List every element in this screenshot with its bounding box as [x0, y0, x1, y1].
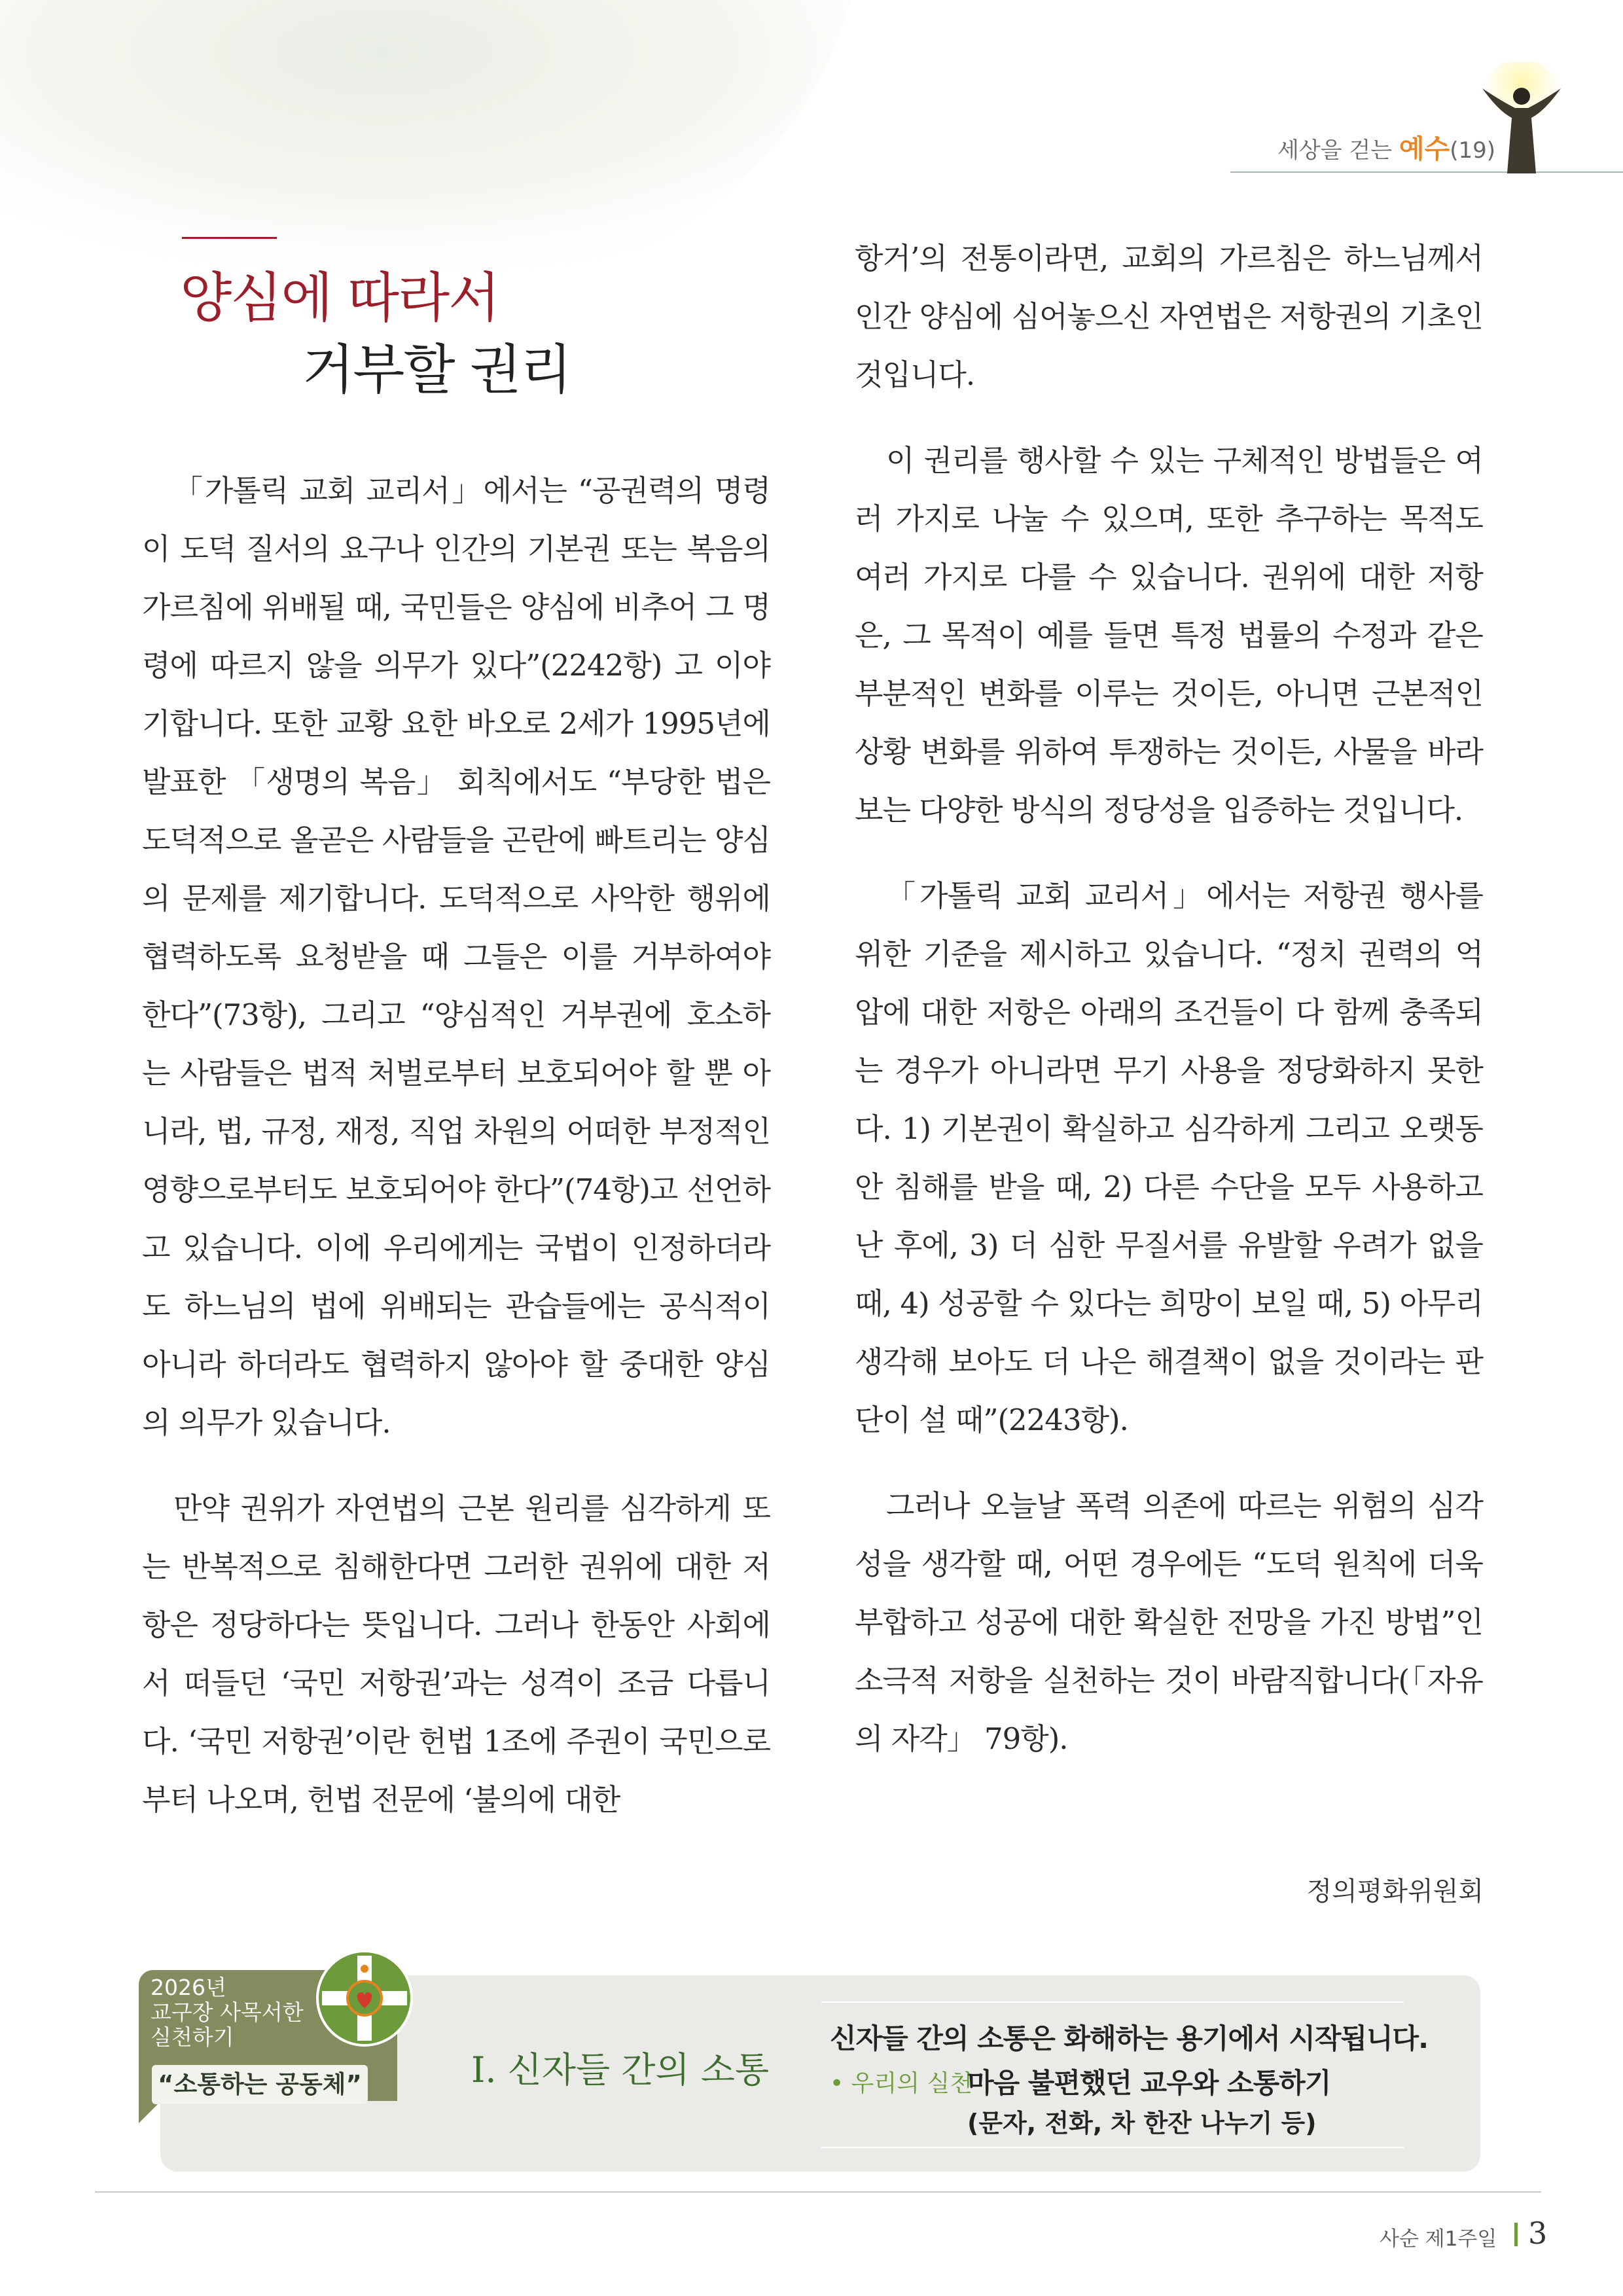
campaign-line1: 신자들 간의 소통은 화해하는 용기에서 시작됩니다. — [830, 2022, 1429, 2054]
campaign-subtitle2: 실천하기 — [151, 2024, 234, 2050]
title-line1: 양심에 따라서 — [180, 267, 499, 329]
signature: 정의평화위원회 — [1306, 1876, 1484, 1907]
campaign-line2: 마음 불편했던 교우와 소통하기 — [967, 2067, 1331, 2099]
series-prefix: 세상을 걷는 — [1277, 137, 1393, 164]
paragraph: 「가톨릭 교회 교리서」에서는 “공권력의 명령이 도덕 질서의 요구나 인간의 기본권 또는 복음의 가르침에 위배될 때, 국민들은 양심에 비추어 그 명령에 따르지 않을 의무가 있다”(2242항) 고 이야기합니다. 또한 교황 요한 바오로 2세가 1995년에 발표한 「생명의 복음」 회칙에서도 “부당한 법은 도덕적으로 올곧은 사람들을 곤란에 빠트리는 양심의 문제를 제기합니다. 도덕적으로 사악한 행위에 협력하도록 요청받을 때 그들은 이를 거부하여야 한다”(73항), 그리고 “양심적인 거부권에 호소하는 사람들은 법적 처벌로부터 보호되어야 할 뿐 아니라, 법, 규정, 재정, 직업 차원의 어떠한 부정적인 영향으로부터도 보호되어야 한다”(74항)고 선언하고 있습니다. 이에 우리에게는 국법이 인정하더라도 하느님의 법에 위배되는 관습들에는 공식적이 아니라 하더라도 협력하지 않아야 할 중대한 양심의 의무가 있습니다. — [142, 473, 770, 1440]
title-line2: 거부할 권리 — [302, 339, 571, 401]
campaign-subtitle: 교구장 사목서한 — [151, 2000, 304, 2025]
paragraph: 그러나 오늘날 폭력 의존에 따르는 위험의 심각성을 생각할 때, 어떤 경우에든 “도덕 원칙에 더욱 부합하고 성공에 대한 확실한 전망을 가진 방법”인 소극적 저항을 실천하는 것이 바람직합니다(「자유의 자각」 79항). — [855, 1488, 1483, 1756]
campaign-heading: I. 신자들 간의 소통 — [471, 2049, 770, 2090]
campaign-divider — [821, 2001, 1404, 2003]
campaign-line3: (문자, 전화, 차 한잔 나누기 등) — [967, 2109, 1317, 2138]
series-highlight: 예수 — [1399, 134, 1450, 164]
series-title — [1277, 128, 1495, 166]
footer-rule — [95, 2191, 1541, 2193]
paragraph: 항거’의 전통이라면, 교회의 가르침은 하느님께서 인간 양심에 심어놓으신 자연법은 저항권의 기초인 것입니다. — [855, 241, 1483, 392]
campaign-bullet-label: • 우리의 실천 — [830, 2070, 973, 2097]
paragraph: 만약 권위가 자연법의 근본 원리를 심각하게 또는 반복적으로 침해한다면 그러한 권위에 대한 저항은 정당하다는 뜻입니다. 그러나 한동안 사회에서 떠들던 ‘국민 저항권’과는 성격이 조금 다릅니다. ‘국민 저항권’이란 헌법 1조에 주권이 국민으로부터 나오며, 헌법 전문에 ‘불의에 대한 — [142, 1491, 770, 1817]
diocese-emblem-icon — [315, 1949, 414, 2047]
series-number: (19) — [1450, 137, 1495, 164]
footer-divider — [1514, 2223, 1518, 2246]
title-rule — [182, 237, 277, 239]
jesus-figure-icon — [1476, 62, 1567, 177]
footer-text: 사순 제1주일 — [1380, 2227, 1497, 2251]
paragraph: 「가톨릭 교회 교리서」에서는 저항권 행사를 위한 기준을 제시하고 있습니다. “정치 권력의 억압에 대한 저항은 아래의 조건들이 다 함께 충족되는 경우가 아니라면 무기 사용을 정당화하지 못한다. 1) 기본권이 확실하고 심각하게 그리고 오랫동안 침해를 받을 때, 2) 다른 수단을 모두 사용하고 난 후에, 3) 더 심한 무질서를 유발할 우려가 없을 때, 4) 성공할 수 있다는 희망이 보일 때, 5) 아무리 생각해 보아도 더 나은 해결책이 없을 것이라는 판단이 설 때”(2243항). — [855, 878, 1483, 1437]
campaign-slogan: “소통하는 공동체” — [152, 2065, 368, 2104]
paragraph: 이 권리를 행사할 수 있는 구체적인 방법들은 여러 가지로 나눌 수 있으며, 또한 추구하는 목적도 여러 가지로 다를 수 있습니다. 권위에 대한 저항은, 그 목적이 예를 들면 특정 법률의 수정과 같은 부분적인 변화를 이루는 것이든, 아니면 근본적인 상황 변화를 위하여 투쟁하는 것이든, 사물을 바라보는 다양한 방식의 정당성을 입증하는 것입니다. — [855, 443, 1483, 827]
right-column — [855, 229, 1483, 1795]
campaign-tag-tail — [139, 2101, 161, 2123]
left-column — [142, 461, 770, 1856]
page-number: 3 — [1528, 2215, 1548, 2251]
campaign-year: 2026년 — [151, 1975, 226, 2000]
campaign-divider — [821, 2147, 1404, 2148]
